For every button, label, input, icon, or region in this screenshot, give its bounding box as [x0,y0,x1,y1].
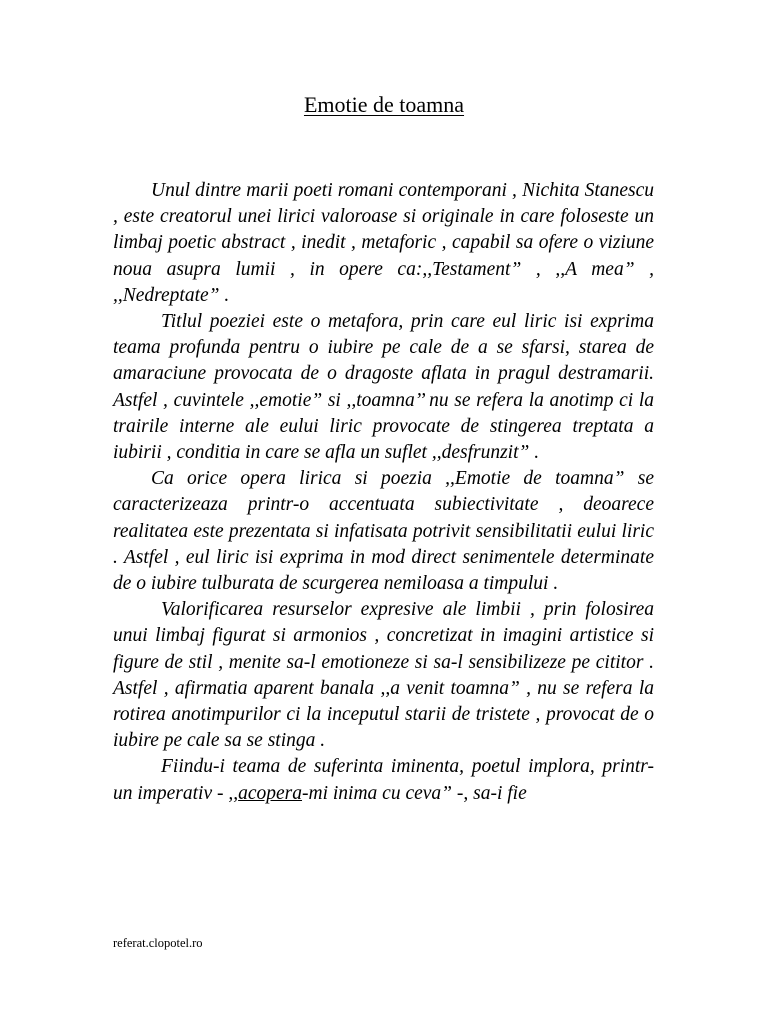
paragraph-expressive-resources: Valorificarea resurselor expresive ale limbii , prin folosirea unui limbaj figurat si armonios , concretizat in imagini artistice si figure de stil , menite sa-l emotioneze si sa-l sensibilizeze pe cititor . Astfel , afirmatia aparent banala ,,a venit toamna” , nu se refera la rotirea anotimpurilor ci la inceputul starii de tristete , provocat de o iubire pe cale sa se stinga . [113,599,654,752]
paragraph-imperative-text-before: Fiindu-i teama de suferinta iminenta, poetul implora, printr-un imperativ - ,, [113,756,654,804]
paragraph-imperative-text-after: -mi inima cu ceva” -, sa-i fie [302,782,527,804]
paragraph-intro: Unul dintre marii poeti romani contemporani , Nichita Stanescu , este creatorul unei lirici valoroase si originale in care foloseste un limbaj poetic abstract , inedit , metaforic , capabil sa ofere o viziune noua asupra lumii , in opere ca:,,Testament” , ,,A mea” , ,,Nedreptate” . [113,180,654,306]
paragraph-subjectivity: Ca orice opera lirica si poezia ,,Emotie de toamna” se caracterizeaza printr-o accentuata subiectivitate , deoarece realitatea este prezentata si infatisata potrivit sensibilitatii eului liric . Astfel , eul liric isi exprima in mod direct senimentele determinate de o iubire tulburata de scurgerea nemiloasa a timpului . [113,468,654,595]
document-body [113,178,654,807]
paragraph-imperative [113,754,654,806]
source-footer: referat.clopotel.ro [113,936,203,950]
paragraph-title-analysis: Titlul poeziei este o metafora, prin care eul liric isi exprima teama profunda pentru o iubire pe cale de a se sfarsi, starea de amaraciune provocata de o dragoste aflata in pragul destramarii. Astfel , cuvintele ,,emotie” si ,,toamna’’ nu se refera la anotimp ci la trairile interne ale eului liric provocate de stingerea treptata a iubirii , conditia in care se afla un suflet ,,desfrunzit” . [113,311,654,464]
underlined-word: acopera [238,782,303,804]
document-title: Emotie de toamna [303,92,465,117]
